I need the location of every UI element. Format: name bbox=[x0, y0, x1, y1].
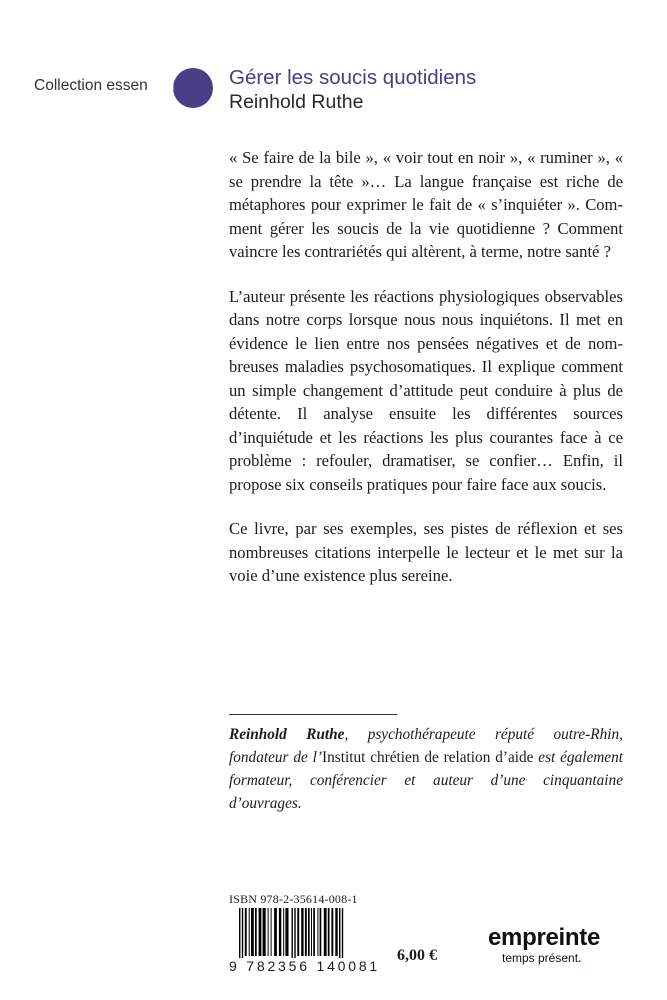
price: 6,00 € bbox=[397, 947, 437, 964]
barcode bbox=[229, 908, 389, 974]
collection-logo bbox=[18, 68, 208, 108]
book-title: Gérer les soucis quotidiens bbox=[229, 66, 477, 89]
blurb-paragraph-1: « Se faire de la bile », « voir tout en noir », « ruminer », « se prendre la tête »… La langue française est riche de métaphores pour exprimer le fait de « s’inquiéter ». Comment gérer les soucis de la vie quotidienne ? Comment vaincre les contrariétés qui altèrent, à terme, notre santé ? bbox=[229, 148, 623, 261]
publisher-dot: . bbox=[578, 951, 582, 965]
blurb bbox=[229, 146, 623, 609]
book-author: Reinhold Ruthe bbox=[229, 91, 364, 113]
author-bio bbox=[229, 723, 623, 815]
bio-institute: Institut chrétien de relation d’aide bbox=[322, 749, 534, 766]
collection-circle bbox=[173, 68, 213, 108]
collection-name bbox=[34, 77, 174, 95]
blurb-paragraph-3: Ce livre, par ses exemples, ses pistes de réflexion et ses nombreuses citations interpelle le lecteur et le met sur la voie d’une existence plus sereine. bbox=[229, 519, 623, 585]
barcode-bars bbox=[229, 908, 389, 962]
barcode-digits: 9 782356 140081 bbox=[229, 958, 389, 974]
publisher-tagline: temps présent bbox=[502, 951, 579, 965]
publisher-logo bbox=[488, 925, 628, 965]
isbn-label: ISBN 978-2-35614-008-1 bbox=[229, 892, 358, 906]
bio-part-2: est également formateur, conférencier et auteur d’une cinquantaine d’ouvrages. bbox=[229, 749, 623, 812]
collection-prefix: Collection essen bbox=[34, 77, 148, 94]
bio-part-1: , psychothérapeute réputé outre-Rhin, fondateur de l’ bbox=[229, 726, 623, 766]
collection-highlight: Ciel bbox=[147, 77, 175, 94]
divider-rule bbox=[229, 714, 397, 715]
publisher-tagline-line bbox=[502, 951, 628, 965]
bio-name: Reinhold Ruthe bbox=[229, 726, 345, 743]
blurb-paragraph-2: L’auteur présente les réactions physiologiques observables dans notre corps lorsque nous nous inquiétons. Il met en évidence le lien entre nos pensées négatives et de nombreuses maladies psychosomatiques. Il explique comment un simple changement d’attitude peut conduire à plus de détente. Il analyse ensuite les différentes sources d’inquiétude et les réactions les plus courantes face à ce problème : refouler, dramatiser, se confier… Enfin, il propose six conseils pratiques pour faire face aux soucis. bbox=[229, 286, 623, 494]
publisher-name: empreinte bbox=[488, 924, 601, 951]
